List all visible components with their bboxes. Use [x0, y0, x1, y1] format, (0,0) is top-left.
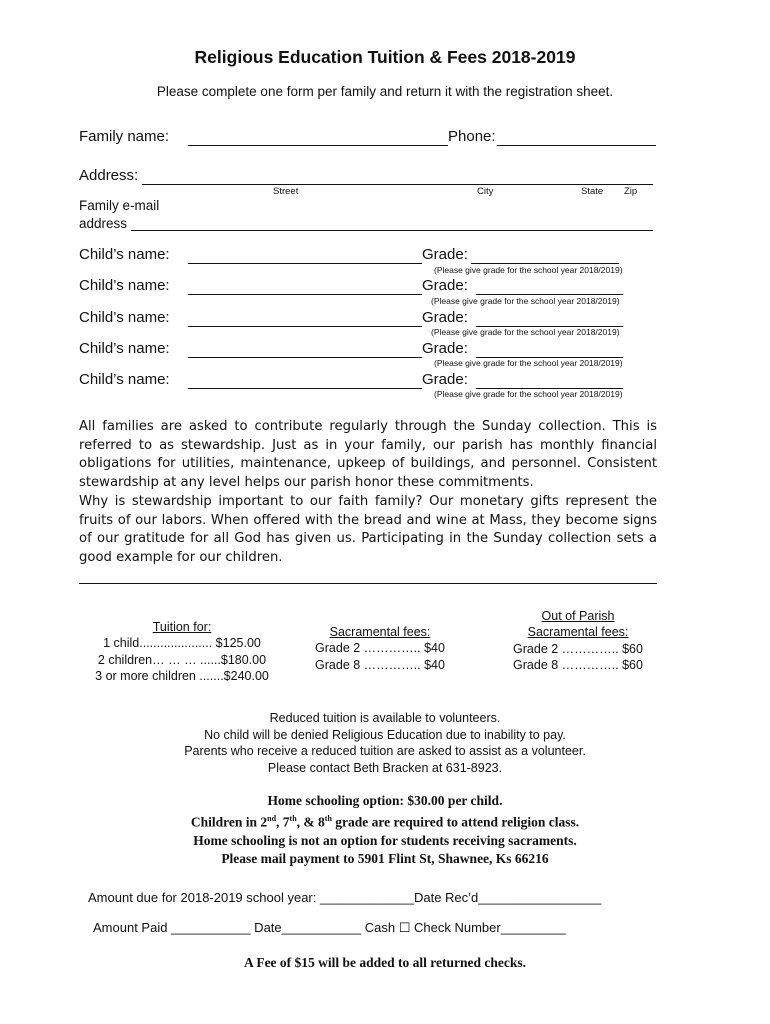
page-title: Religious Education Tuition & Fees 2018-2019: [194, 47, 576, 67]
sacramental-row: Grade 8 ………….. $40: [315, 657, 445, 672]
grade-label: Grade:: [422, 371, 468, 388]
child-name-label: Child’s name:: [79, 371, 170, 388]
family-name-label: Family name:: [79, 128, 170, 145]
sacramental-heading: Sacramental fees:: [329, 625, 431, 639]
grade-label: Grade:: [422, 277, 468, 294]
grade-label: Grade:: [422, 246, 468, 263]
grade-label: Grade:: [422, 309, 468, 326]
phone-field[interactable]: [497, 145, 656, 146]
out-of-parish-heading: Out of Parish: [541, 609, 615, 623]
homeschool-block: [0, 792, 770, 868]
email-label-line1: Family e-mail: [79, 198, 160, 213]
address-label: Address:: [79, 167, 139, 184]
tuition-row: 3 or more children .......$240.00: [95, 668, 269, 683]
homeschool-text: grade are required to attend religion class.: [331, 814, 580, 830]
out-of-parish-row: Grade 8 ………….. $60: [513, 657, 643, 672]
grade-note: (Please give grade for the school year 2018/2019): [431, 327, 620, 337]
grade-note: (Please give grade for the school year 2018/2019): [434, 358, 623, 368]
email-field[interactable]: [131, 230, 653, 231]
homeschool-text: , 7: [276, 814, 290, 830]
out-of-parish-row: Grade 2 ………….. $60: [513, 641, 643, 656]
child-name-label: Child’s name:: [79, 340, 170, 357]
stewardship-paragraph-1: All families are asked to contribute regularly through the Sunday collection. This is referred to as stewardship. Just as in your family, our parish has monthly financial obligations for utilities, maintenance, upkeep of buildings, and personnel. Consistent stewardship at any level helps our parish honor these commitments.: [79, 419, 657, 490]
note-line: Reduced tuition is available to volunteers.: [269, 711, 501, 725]
child-name-label: Child’s name:: [79, 277, 170, 294]
out-of-parish-subheading: Sacramental fees:: [527, 625, 629, 640]
tuition-row: 2 children… … … ......$180.00: [97, 652, 267, 667]
child-name-field[interactable]: [188, 326, 422, 327]
phone-label: Phone:: [448, 128, 496, 145]
amount-paid-line[interactable]: Amount Paid ___________ Date___________ Cash ☐ Check Number_________: [93, 920, 566, 935]
reduced-tuition-notes: [0, 710, 770, 776]
page-subtitle: Please complete one form per family and return it with the registration sheet.: [156, 84, 614, 99]
child-name-label: Child’s name:: [79, 246, 170, 263]
child-name-field[interactable]: [188, 294, 422, 295]
tuition-block: [62, 619, 302, 684]
email-label-line2: address: [79, 216, 128, 231]
grade-label: Grade:: [422, 340, 468, 357]
homeschool-text: , & 8: [296, 814, 325, 830]
tuition-heading: Tuition for:: [152, 620, 212, 634]
grade-note: (Please give grade for the school year 2018/2019): [434, 389, 623, 399]
address-state-caption: State: [581, 186, 604, 197]
returned-check-fee-notice: A Fee of $15 will be added to all returned checks.: [243, 955, 527, 970]
address-zip-caption: Zip: [624, 186, 638, 197]
child-name-field[interactable]: [188, 263, 422, 264]
superscript: th: [324, 814, 332, 823]
homeschool-text: Children in 2: [190, 814, 268, 830]
grade-note: (Please give grade for the school year 2018/2019): [434, 265, 623, 275]
family-name-field[interactable]: [188, 145, 448, 146]
grade-field[interactable]: [476, 294, 623, 295]
note-line: Please contact Beth Bracken at 631-8923.: [267, 760, 503, 775]
homeschool-grades-line: [0, 810, 770, 832]
superscript: nd: [267, 814, 277, 823]
amount-due-line[interactable]: Amount due for 2018-2019 school year: _____________Date Rec’d_________________: [88, 890, 602, 905]
tuition-row: 1 child..................... $125.00: [103, 636, 261, 651]
stewardship-paragraph-2: Why is stewardship important to our faith family? Our monetary gifts represent the fruits of our labors. When offered with the bread and wine at Mass, they become signs of our gratitude for all God has given us. Participating in the Sunday collection sets a good example for our children.: [79, 494, 657, 565]
sacramental-fees-block: [295, 624, 465, 673]
sacramental-row: Grade 2 ………….. $40: [315, 641, 445, 656]
homeschool-line: Home schooling is not an option for students receiving sacraments.: [193, 832, 577, 848]
out-of-parish-block: [494, 608, 662, 673]
grade-note: (Please give grade for the school year 2018/2019): [431, 296, 620, 306]
superscript: th: [289, 814, 297, 823]
grade-field[interactable]: [471, 263, 619, 264]
address-city-caption: City: [477, 186, 494, 197]
homeschool-line: Home schooling option: $30.00 per child.: [267, 793, 503, 808]
note-line: Parents who receive a reduced tuition are asked to assist as a volunteer.: [184, 744, 586, 758]
homeschool-line: Please mail payment to 5901 Flint St, Shawnee, Ks 66216: [221, 850, 549, 866]
note-line: No child will be denied Religious Education due to inability to pay.: [204, 727, 566, 742]
section-divider: [79, 583, 657, 584]
child-name-label: Child’s name:: [79, 309, 170, 326]
child-name-field[interactable]: [188, 388, 422, 389]
child-name-field[interactable]: [188, 357, 422, 358]
address-field[interactable]: [142, 184, 653, 185]
address-street-caption: Street: [273, 186, 299, 197]
